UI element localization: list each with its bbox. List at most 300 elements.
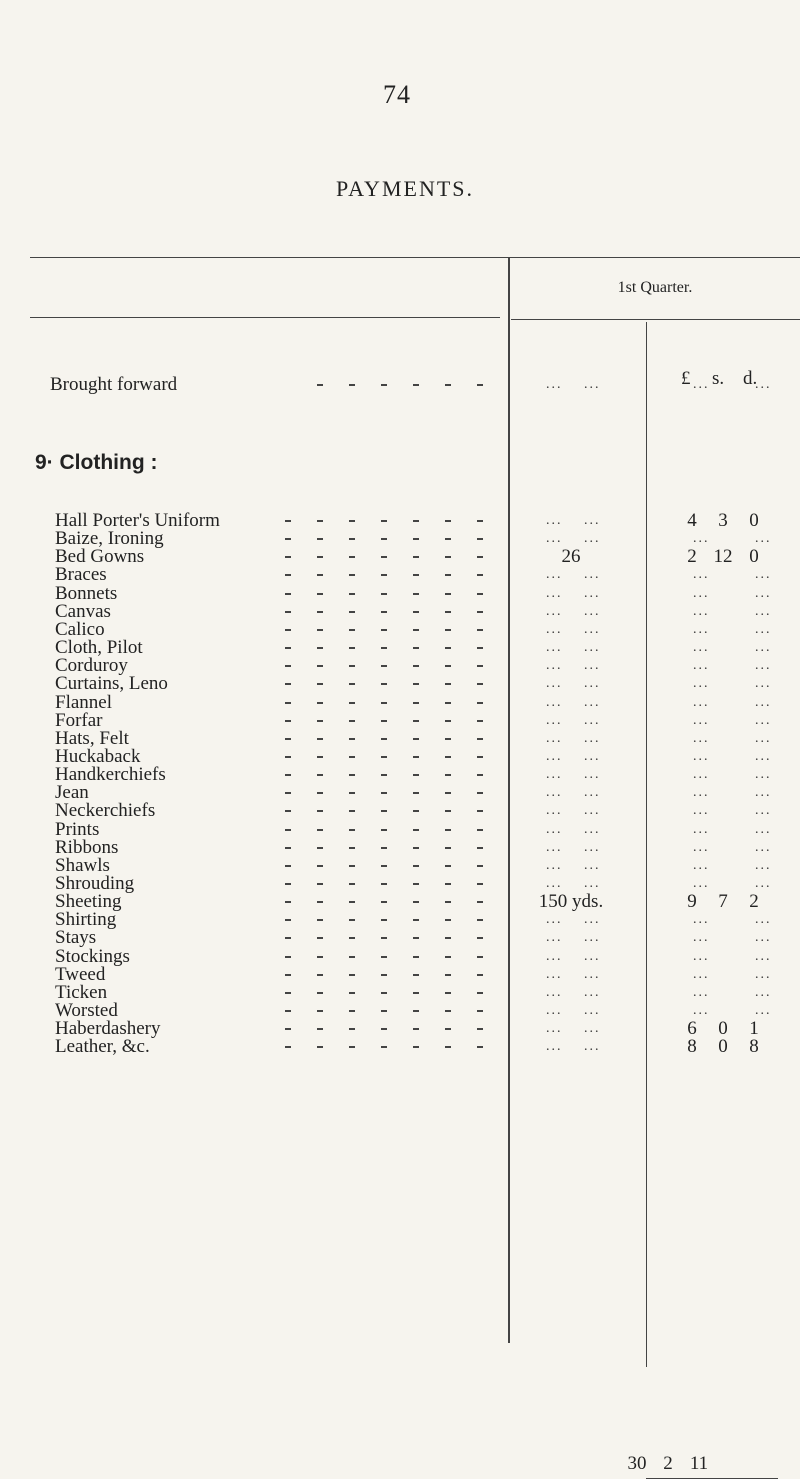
leader-dash — [349, 974, 355, 976]
leader-dash — [317, 738, 323, 740]
placeholder-dots: ... — [546, 730, 563, 746]
leader-dash — [381, 665, 387, 667]
leader-dash — [349, 538, 355, 540]
item-label: Baize, Ironing — [55, 528, 164, 550]
leader-dash — [317, 865, 323, 867]
placeholder-dots: ... — [584, 857, 601, 873]
leader-dash — [317, 919, 323, 921]
placeholder-dots: ... — [755, 712, 772, 728]
item-label: Ribbons — [55, 836, 119, 858]
leader-dash — [445, 629, 451, 631]
leader-dash — [285, 1010, 291, 1012]
placeholder-dots: ... — [693, 966, 710, 982]
placeholder-dots: ... — [546, 785, 563, 801]
leader-dash — [445, 683, 451, 685]
placeholder-dots: ... — [546, 767, 563, 783]
placeholder-dots: ... — [546, 603, 563, 619]
leader-dash — [285, 574, 291, 576]
placeholder-dots: ... — [755, 948, 772, 964]
page-heading: PAYMENTS. — [335, 176, 475, 201]
leader-dash — [285, 738, 291, 740]
shillings-value: 12 — [713, 546, 733, 568]
leader-dash — [317, 901, 323, 903]
placeholder-dots: ... — [755, 748, 772, 764]
leader-dash — [445, 593, 451, 595]
placeholder-dots: ... — [693, 948, 710, 964]
placeholder-dots: ... — [584, 1039, 601, 1055]
leader-dash — [285, 974, 291, 976]
placeholder-dots: ... — [755, 603, 772, 619]
leader-dash — [445, 810, 451, 812]
placeholder-dots: ... — [693, 821, 710, 837]
placeholder-dots: ... — [584, 785, 601, 801]
leader-dash — [349, 520, 355, 522]
leader-dash — [381, 629, 387, 631]
leader-dash — [477, 1010, 483, 1012]
leader-dash — [349, 847, 355, 849]
leader-dash — [381, 1046, 387, 1048]
placeholder-dots: ... — [584, 676, 601, 692]
leader-dash — [381, 883, 387, 885]
leader-dash — [445, 883, 451, 885]
placeholder-dots: ... — [584, 767, 601, 783]
placeholder-dots: ... — [693, 585, 710, 601]
leader-dash — [413, 992, 419, 994]
placeholder-dots: ... — [584, 984, 601, 1000]
placeholder-dots: ... — [693, 640, 710, 656]
leader-dash — [413, 611, 419, 613]
placeholder-dots: ... — [584, 1021, 601, 1037]
leader-dash — [477, 574, 483, 576]
leader-dash — [317, 556, 323, 558]
placeholder-dots: ... — [546, 984, 563, 1000]
leader-dash — [381, 974, 387, 976]
placeholder-dots: ... — [693, 531, 710, 547]
leader-dash — [285, 865, 291, 867]
placeholder-dots: ... — [584, 839, 601, 855]
total-pence: 11 — [689, 1453, 709, 1474]
leader-dash — [413, 792, 419, 794]
placeholder-dots: ... — [584, 694, 601, 710]
leader-dash — [445, 1028, 451, 1030]
placeholder-dots: ... — [755, 767, 772, 783]
leader-dash — [317, 1028, 323, 1030]
leader-dash — [317, 792, 323, 794]
placeholder-dots: ... — [693, 694, 710, 710]
placeholder-dots: ... — [755, 694, 772, 710]
leader-dash — [413, 974, 419, 976]
placeholder-dots: ... — [693, 839, 710, 855]
leader-dash — [317, 1046, 323, 1048]
brought-forward-label: Brought forward — [50, 374, 178, 395]
leader-dash — [413, 774, 419, 776]
leader-dash — [413, 865, 419, 867]
leader-dash — [445, 919, 451, 921]
shillings-heading: s. — [712, 368, 725, 389]
placeholder-dots: ... — [693, 658, 710, 674]
brought-forward-row: ... ... ... ... — [55, 374, 795, 395]
leader-dash — [349, 665, 355, 667]
leader-dash — [381, 538, 387, 540]
placeholder-dots: ... — [755, 621, 772, 637]
leader-dash — [477, 974, 483, 976]
leader-dash — [285, 956, 291, 958]
leader-dash — [285, 992, 291, 994]
leader-dash — [477, 629, 483, 631]
placeholder-dots: ... — [584, 748, 601, 764]
leader-dash — [285, 593, 291, 595]
leader-dash — [477, 847, 483, 849]
leader-dash — [413, 810, 419, 812]
leader-dash — [445, 574, 451, 576]
leader-dash — [317, 883, 323, 885]
leader-dash — [445, 847, 451, 849]
leader-dash — [381, 556, 387, 558]
leader-dash — [317, 774, 323, 776]
leader-dash — [285, 629, 291, 631]
leader-dash — [349, 611, 355, 613]
leader-dash — [349, 738, 355, 740]
item-label: Leather, &c. — [55, 1036, 150, 1058]
leader-dash — [413, 384, 419, 386]
leader-dash — [413, 738, 419, 740]
placeholder-dots: ... — [546, 930, 563, 946]
leader-dash — [285, 538, 291, 540]
leader-dash — [317, 683, 323, 685]
placeholder-dots: ... — [546, 1021, 563, 1037]
leader-dash — [445, 720, 451, 722]
leader-dash — [477, 956, 483, 958]
item-label: Huckaback — [55, 745, 141, 767]
leader-dash — [413, 756, 419, 758]
placeholder-dots: ... — [546, 694, 563, 710]
leader-dash — [381, 956, 387, 958]
placeholder-dots: ... — [755, 531, 772, 547]
item-label: Bonnets — [55, 582, 118, 604]
leader-dash — [317, 647, 323, 649]
placeholder-dots: ... — [546, 821, 563, 837]
leader-dash — [445, 774, 451, 776]
leader-dash — [349, 937, 355, 939]
placeholder-dots: ... — [546, 748, 563, 764]
pence-value: 2 — [749, 891, 759, 913]
leader-dash — [349, 574, 355, 576]
leader-dash — [477, 1028, 483, 1030]
placeholder-dots: ... — [693, 748, 710, 764]
leader-dash — [381, 756, 387, 758]
leader-dash — [285, 556, 291, 558]
leader-dash — [445, 738, 451, 740]
leader-dash — [349, 1046, 355, 1048]
leader-dash — [381, 702, 387, 704]
leader-dash — [381, 738, 387, 740]
leader-dash — [285, 829, 291, 831]
leader-dash — [413, 1028, 419, 1030]
placeholder-dots: ... — [546, 621, 563, 637]
item-label: Forfar — [55, 709, 103, 731]
item-label: Bed Gowns — [55, 546, 145, 568]
leader-dash — [349, 384, 355, 386]
placeholder-dots: ... — [546, 948, 563, 964]
leader-dash — [413, 629, 419, 631]
item-label: Neckerchiefs — [55, 800, 156, 822]
leader-dash — [285, 611, 291, 613]
leader-dash — [349, 829, 355, 831]
leader-dash — [285, 702, 291, 704]
placeholder-dots: ... — [755, 912, 772, 928]
item-label: Canvas — [55, 600, 111, 622]
leader-dash — [413, 1046, 419, 1048]
leader-dash — [317, 992, 323, 994]
leader-dash — [381, 611, 387, 613]
leader-dash — [317, 574, 323, 576]
leader-dash — [445, 901, 451, 903]
leader-dash — [413, 556, 419, 558]
leader-dash — [285, 720, 291, 722]
leader-dash — [445, 1046, 451, 1048]
placeholder-dots: ... — [755, 1003, 772, 1019]
placeholder-dots: ... — [546, 876, 563, 891]
placeholder-dots: ... — [546, 912, 563, 928]
leader-dash — [413, 720, 419, 722]
leader-dash — [445, 556, 451, 558]
header-rule-right — [511, 319, 800, 320]
leader-dash — [349, 883, 355, 885]
placeholder-dots: ... — [755, 567, 772, 583]
placeholder-dots: ... — [584, 948, 601, 964]
placeholder-dots: ... — [693, 730, 710, 746]
pence-value: 1 — [749, 1018, 759, 1040]
header-rule-left — [30, 317, 500, 318]
leader-dash — [285, 901, 291, 903]
item-label: Corduroy — [55, 655, 128, 677]
leader-dash — [317, 829, 323, 831]
pounds-value: 6 — [687, 1018, 697, 1040]
leader-dash — [413, 574, 419, 576]
leader-dash — [445, 611, 451, 613]
placeholder-dots: ... — [584, 803, 601, 819]
placeholder-dots: ... — [546, 640, 563, 656]
leader-dash — [349, 702, 355, 704]
leader-dash — [477, 683, 483, 685]
leader-dash — [477, 520, 483, 522]
leader-dash — [477, 829, 483, 831]
leader-dash — [413, 1010, 419, 1012]
leader-dash — [381, 520, 387, 522]
placeholder-dots: ... — [693, 1003, 710, 1019]
item-label: Stays — [55, 927, 97, 949]
item-label: Stockings — [55, 945, 130, 967]
item-label: Haberdashery — [55, 1018, 161, 1040]
leader-dash — [413, 847, 419, 849]
leader-dash — [349, 865, 355, 867]
placeholder-dots: ... — [693, 603, 710, 619]
pounds-value: 9 — [687, 891, 697, 913]
leader-dash — [445, 647, 451, 649]
total-pounds: 30 — [627, 1453, 647, 1474]
leader-dash — [381, 1010, 387, 1012]
leader-dash — [349, 901, 355, 903]
item-label: Curtains, Leno — [55, 673, 168, 695]
leader-dash — [445, 520, 451, 522]
placeholder-dots: ... — [584, 621, 601, 637]
leader-dash — [381, 720, 387, 722]
leader-dash — [349, 956, 355, 958]
leader-dash — [349, 992, 355, 994]
item-label: Ticken — [55, 981, 108, 1003]
pence-value: 8 — [749, 1036, 759, 1058]
leader-dash — [477, 919, 483, 921]
leader-dash — [477, 593, 483, 595]
placeholder-dots: ... — [546, 1039, 563, 1055]
leader-dash — [381, 810, 387, 812]
placeholder-dots: ... — [755, 676, 772, 692]
leader-dash — [477, 665, 483, 667]
leader-dash — [285, 1028, 291, 1030]
leader-dash — [477, 756, 483, 758]
leader-dash — [445, 665, 451, 667]
placeholder-dots: ... — [546, 658, 563, 674]
leader-dash — [477, 810, 483, 812]
placeholder-dots: ... — [546, 1003, 563, 1019]
quarter-total — [0, 1453, 740, 1474]
item-label: Cloth, Pilot — [55, 637, 143, 659]
leader-dash — [445, 384, 451, 386]
placeholder-dots: ... — [584, 640, 601, 656]
leader-dash — [445, 829, 451, 831]
leader-dash — [381, 792, 387, 794]
leader-dash — [413, 937, 419, 939]
placeholder-dots: ... — [693, 912, 710, 928]
pence-heading: d. — [743, 368, 758, 389]
placeholder-dots: ... — [546, 857, 563, 873]
placeholder-dots: ... — [584, 531, 601, 547]
item-label: Calico — [55, 618, 105, 640]
item-label: Prints — [55, 818, 100, 840]
leader-dash — [317, 974, 323, 976]
pence-value: 0 — [749, 546, 759, 568]
leader-dash — [477, 611, 483, 613]
leader-dash — [477, 865, 483, 867]
placeholder-dots: ... — [546, 803, 563, 819]
leader-dash — [445, 702, 451, 704]
pounds-value: 8 — [687, 1036, 697, 1058]
leader-dash — [381, 847, 387, 849]
leader-dash — [285, 774, 291, 776]
leader-dash — [349, 774, 355, 776]
leader-dash — [317, 538, 323, 540]
placeholder-dots: ... — [584, 658, 601, 674]
item-label: Worsted — [55, 1000, 118, 1022]
leader-dash — [381, 992, 387, 994]
leader-dash — [413, 593, 419, 595]
leader-dash — [413, 901, 419, 903]
placeholder-dots: ... — [693, 767, 710, 783]
placeholder-dots: ... — [693, 857, 710, 873]
leader-dash — [317, 611, 323, 613]
quantity-value: 26 — [561, 546, 581, 568]
leader-dash — [349, 720, 355, 722]
shillings-value: 3 — [718, 510, 728, 531]
placeholder-dots: ... — [755, 730, 772, 746]
item-label: Hall Porter's Uniform — [55, 510, 220, 531]
leader-dash — [477, 774, 483, 776]
leader-dash — [317, 756, 323, 758]
placeholder-dots: ... — [693, 621, 710, 637]
leader-dash — [349, 1010, 355, 1012]
leader-dash — [285, 792, 291, 794]
placeholder-dots: ... — [693, 803, 710, 819]
placeholder-dots: ... — [755, 821, 772, 837]
pounds-heading: £ — [681, 368, 691, 389]
item-label: Tweed — [55, 963, 106, 985]
item-label: Flannel — [55, 691, 112, 713]
leader-dash — [445, 974, 451, 976]
leader-dash — [349, 593, 355, 595]
placeholder-dots: ... — [584, 603, 601, 619]
leader-dash — [285, 847, 291, 849]
top-rule — [30, 257, 800, 258]
leader-dash — [317, 1010, 323, 1012]
pounds-value: 4 — [687, 510, 697, 531]
placeholder-dots: ... — [584, 1003, 601, 1019]
leader-dash — [317, 847, 323, 849]
placeholder-dots: ... — [546, 839, 563, 855]
leader-dash — [445, 992, 451, 994]
item-label: Handkerchiefs — [55, 764, 166, 786]
placeholder-dots: ... — [546, 531, 563, 547]
placeholder-dots: ... — [546, 567, 563, 583]
placeholder-dots: ... — [546, 513, 563, 528]
leader-dash — [477, 1046, 483, 1048]
leader-dash — [285, 683, 291, 685]
total-shillings: 2 — [663, 1453, 673, 1474]
placeholder-dots: ... — [584, 912, 601, 928]
leader-dash — [349, 629, 355, 631]
leader-dash — [381, 901, 387, 903]
placeholder-dots: ... — [693, 876, 710, 891]
shillings-value: 0 — [718, 1018, 728, 1040]
placeholder-dots: ... — [693, 984, 710, 1000]
leader-dash — [285, 810, 291, 812]
leader-dash — [413, 520, 419, 522]
leader-dash — [445, 937, 451, 939]
leader-dash — [317, 520, 323, 522]
leader-dash — [445, 956, 451, 958]
item-label: Braces — [55, 564, 107, 586]
item-label: Hats, Felt — [55, 727, 129, 749]
placeholder-dots: ... — [584, 712, 601, 728]
placeholder-dots: ... — [755, 876, 772, 891]
pounds-value: 2 — [687, 546, 697, 568]
leader-dash — [285, 647, 291, 649]
leader-dash — [381, 683, 387, 685]
leader-dash — [413, 647, 419, 649]
placeholder-dots: ... — [693, 567, 710, 583]
leader-dash — [477, 738, 483, 740]
leader-dash — [381, 1028, 387, 1030]
placeholder-dots: ... — [546, 585, 563, 601]
item-label: Sheeting — [55, 891, 122, 913]
shillings-value: 0 — [718, 1036, 728, 1058]
leader-dash — [317, 629, 323, 631]
leader-dash — [477, 992, 483, 994]
item-label: Shawls — [55, 854, 110, 876]
placeholder-dots: ... — [755, 930, 772, 946]
placeholder-dots: ... — [584, 513, 601, 528]
leader-dash — [349, 556, 355, 558]
leader-dash — [477, 901, 483, 903]
